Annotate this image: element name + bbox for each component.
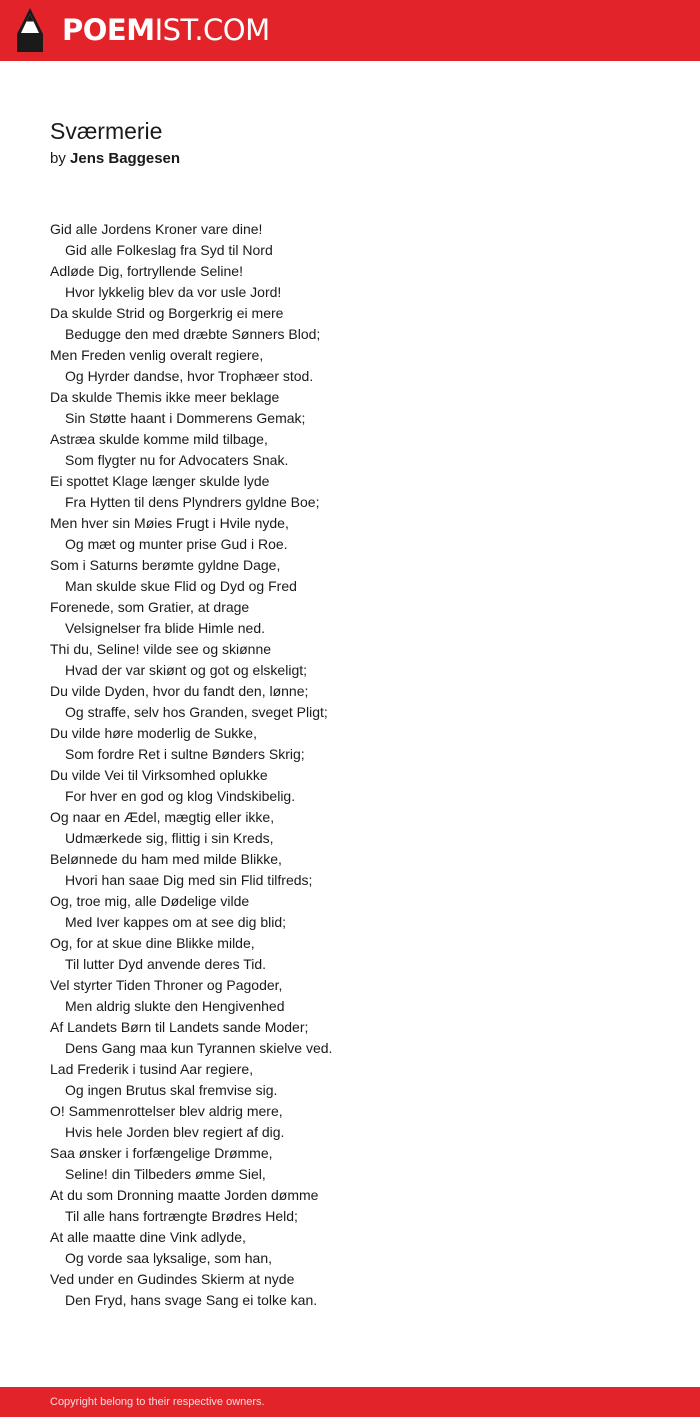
poem-line: Seline! din Tilbeders ømme Siel, — [65, 1166, 266, 1182]
poem-author: Jens Baggesen — [70, 150, 181, 167]
poem-line: Med Iver kappes om at see dig blid; — [65, 914, 287, 930]
poem-line: Du vilde høre moderlig de Sukke, — [50, 725, 257, 741]
poem-line: Sin Støtte haant i Dommerens Gemak; — [65, 410, 306, 426]
site-logo-link[interactable] — [17, 8, 270, 52]
poem-line: Bedugge den med dræbte Sønners Blod; — [65, 326, 321, 342]
poem-line: Belønnede du ham med milde Blikke, — [50, 851, 282, 867]
poem-line: O! Sammenrottelser blev aldrig mere, — [50, 1103, 283, 1119]
byline-prefix: by — [50, 150, 66, 167]
poem-line: Adløde Dig, fortryllende Seline! — [50, 263, 243, 279]
poem-line: Du vilde Dyden, hvor du fandt den, lønne; — [50, 683, 309, 699]
pencil-icon — [17, 8, 43, 52]
poem-line: Ei spottet Klage længer skulde lyde — [50, 473, 270, 489]
poem-line: For hver en god og klog Vindskibelig. — [65, 788, 296, 804]
poem-line: Saa ønsker i forfængelige Drømme, — [50, 1145, 273, 1161]
poem-line: Hvori han saae Dig med sin Flid tilfreds; — [65, 872, 313, 888]
poem-line: Til lutter Dyd anvende deres Tid. — [65, 956, 267, 972]
logo-text-strong: POEM — [62, 13, 155, 47]
poem-line: Men Freden venlig overalt regiere, — [50, 347, 264, 363]
poem-line: Hvad der var skiønt og got og elskeligt; — [65, 662, 308, 678]
poem-line: Man skulde skue Flid og Dyd og Fred — [65, 578, 297, 594]
poem-line: Udmærkede sig, flittig i sin Kreds, — [65, 830, 274, 846]
poem-line: Og, for at skue dine Blikke milde, — [50, 935, 255, 951]
copyright-notice: Copyright belong to their respective owners. — [50, 1396, 265, 1408]
poem-line: Og vorde saa lyksalige, som han, — [65, 1250, 272, 1266]
poem-line: Fra Hytten til dens Plyndrers gyldne Boe; — [65, 494, 320, 510]
poem-line: Da skulde Themis ikke meer beklage — [50, 389, 280, 405]
poem-line: Og naar en Ædel, mægtig eller ikke, — [50, 809, 275, 825]
poem-line: Hvor lykkelig blev da vor usle Jord! — [65, 284, 282, 300]
site-logo-text — [62, 8, 270, 52]
poem-line: Til alle hans fortrængte Brødres Held; — [65, 1208, 298, 1224]
poem-line: Gid alle Folkeslag fra Syd til Nord — [65, 242, 273, 258]
poem-line: Dens Gang maa kun Tyrannen skielve ved. — [65, 1040, 333, 1056]
poem-line: Og mæt og munter prise Gud i Roe. — [65, 536, 288, 552]
poem-line: Men hver sin Møies Frugt i Hvile nyde, — [50, 515, 289, 531]
logo-text-light: IST.COM — [154, 13, 270, 47]
poem-title: Sværmerie — [50, 118, 163, 144]
poem-line: Men aldrig slukte den Hengivenhed — [65, 998, 285, 1014]
poem-line: Hvis hele Jorden blev regiert af dig. — [65, 1124, 285, 1140]
poem-line: Og ingen Brutus skal fremvise sig. — [65, 1082, 278, 1098]
site-header — [0, 0, 700, 61]
poem-line: Den Fryd, hans svage Sang ei tolke kan. — [65, 1292, 318, 1308]
poem-line: Lad Frederik i tusind Aar regiere, — [50, 1061, 254, 1077]
poem-line: Og Hyrder dandse, hvor Trophæer stod. — [65, 368, 314, 384]
poem-line: Og, troe mig, alle Dødelige vilde — [50, 893, 250, 909]
poem-line: Velsignelser fra blide Himle ned. — [65, 620, 265, 636]
poem-line: Ved under en Gudindes Skierm at nyde — [50, 1271, 295, 1287]
poem-line: Vel styrter Tiden Throner og Pagoder, — [50, 977, 283, 993]
poem-body — [50, 219, 670, 1311]
poem-line: Da skulde Strid og Borgerkrig ei mere — [50, 305, 284, 321]
poem-line: Som fordre Ret i sultne Bønders Skrig; — [65, 746, 305, 762]
poem-line: Som i Saturns berømte gyldne Dage, — [50, 557, 281, 573]
poem-line: Som flygter nu for Advocaters Snak. — [65, 452, 289, 468]
poem-line: Du vilde Vei til Virksomhed oplukke — [50, 767, 268, 783]
poem-byline — [50, 148, 180, 170]
poem-line: Gid alle Jordens Kroner vare dine! — [50, 221, 263, 237]
poem-line: Thi du, Seline! vilde see og skiønne — [50, 641, 272, 657]
poem-line: Af Landets Børn til Landets sande Moder; — [50, 1019, 309, 1035]
poem-line: At du som Dronning maatte Jorden dømme — [50, 1187, 319, 1203]
poem-line: Forenede, som Gratier, at drage — [50, 599, 250, 615]
poem-line: Astræa skulde komme mild tilbage, — [50, 431, 268, 447]
site-footer — [0, 1387, 700, 1417]
poem-line: Og straffe, selv hos Granden, sveget Pligt; — [65, 704, 328, 720]
poem-line: At alle maatte dine Vink adlyde, — [50, 1229, 246, 1245]
